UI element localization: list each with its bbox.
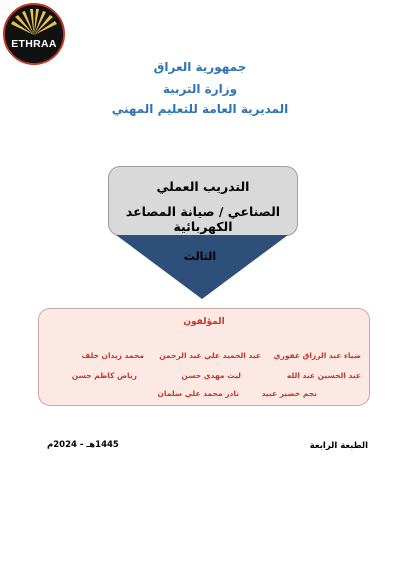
authors-heading: المؤلفون bbox=[183, 317, 225, 327]
edition-label: الطبعة الرابعة bbox=[309, 441, 368, 451]
publication-year: 1445هـ - 2024م bbox=[47, 440, 119, 450]
author-name: عبد الحسين عبد الله bbox=[286, 371, 361, 380]
author-name: ليث مهدي حسن bbox=[181, 371, 241, 380]
author-name: محمد زيدان خلف bbox=[81, 351, 144, 360]
ethraa-logo bbox=[3, 3, 65, 65]
directorate-name: المديرية العامة للتعليم المهني bbox=[111, 102, 289, 116]
book-title-box bbox=[108, 166, 298, 236]
book-title: التدريب العملي bbox=[156, 179, 250, 194]
logo-text: ETHRAA bbox=[11, 38, 57, 50]
author-name: ضياء عبد الرزاق غفوري bbox=[273, 351, 361, 360]
author-name: نجم خضير عبيد bbox=[261, 389, 317, 398]
sunburst-icon bbox=[5, 5, 63, 63]
authors-box bbox=[38, 308, 370, 406]
book-subtitle: الصناعي / صيانة المصاعد الكهربائية bbox=[125, 204, 281, 234]
country-name: جمهورية العراق bbox=[153, 60, 247, 74]
author-name: رياض كاظم حسن bbox=[71, 371, 137, 380]
grade-triangle bbox=[116, 235, 288, 299]
author-name: عبد الحميد علي عبد الرحمن bbox=[159, 351, 261, 360]
author-name: نادر محمد علي سلمان bbox=[157, 389, 239, 398]
grade-label: الثالث bbox=[183, 250, 217, 263]
ministry-name: وزارة التربية bbox=[162, 82, 238, 96]
